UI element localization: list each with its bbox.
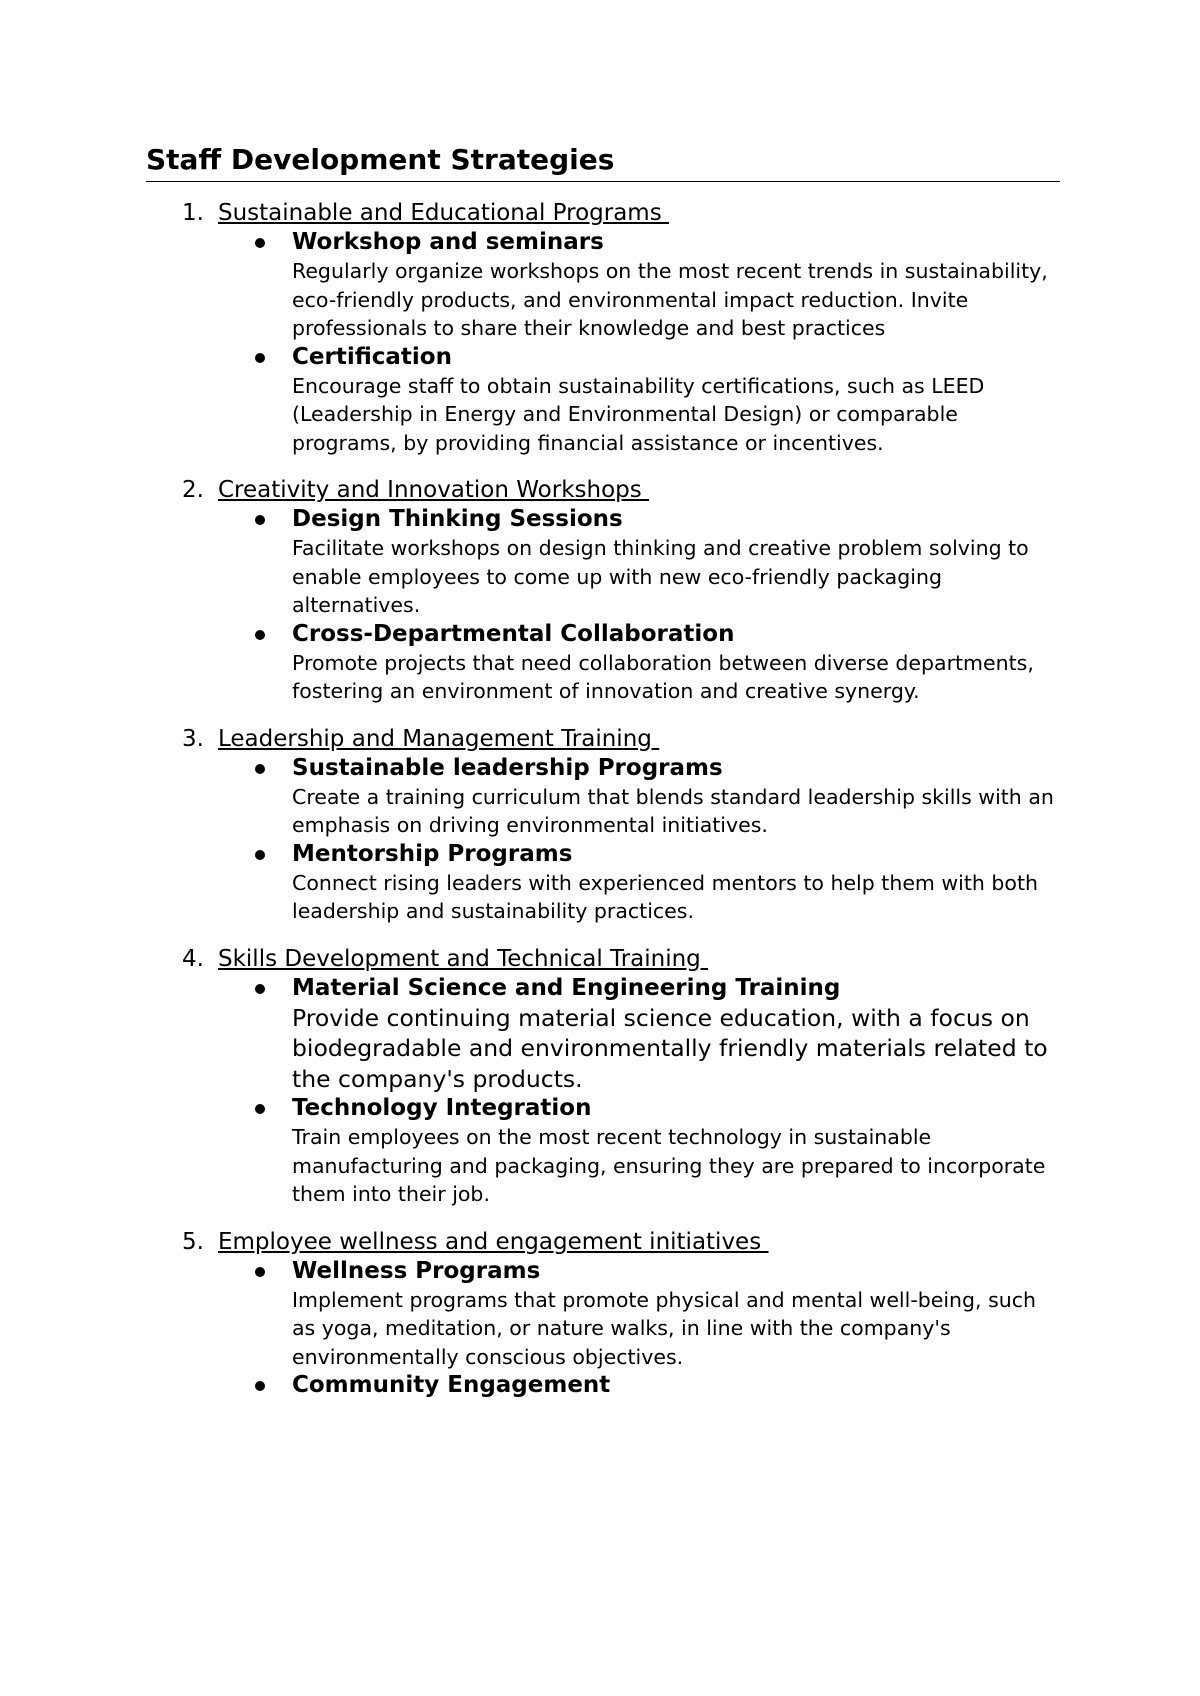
item-description: Regularly organize workshops on the most recent trends in sustainability, eco-friendly products, and environmental impact reduction. Invite professionals to share their knowledge and best practices [292, 259, 1048, 340]
section-number: 4. [182, 945, 204, 972]
section-creativity-innovation-workshops [146, 475, 1060, 706]
item-description: Connect rising leaders with experienced mentors to help them with both leadership and sustainability practices. [292, 870, 1039, 923]
section-title: Creativity and Innovation Workshops [218, 477, 650, 503]
item-description: Promote projects that need collaboration between diverse departments, fostering an environment of innovation and creative synergy. [292, 650, 1034, 703]
section-skills-technical-training [146, 944, 1060, 1209]
section-leadership-management-training [146, 724, 1060, 926]
list-item-sustainable-leadership [146, 754, 1060, 840]
section-number: 3. [182, 725, 204, 752]
bullet-icon [255, 850, 265, 860]
bullet-icon [255, 238, 265, 248]
item-title: Cross-Departmental Collaboration [292, 620, 735, 647]
item-title: Certification [292, 343, 452, 370]
list-item-cross-departmental [146, 620, 1060, 706]
bullet-icon [255, 1104, 265, 1114]
bullet-icon [255, 515, 265, 525]
item-title: Mentorship Programs [292, 840, 573, 867]
section-heading [146, 944, 1060, 974]
section-sustainable-educational-programs [146, 198, 1060, 457]
list-item-community-engagement [146, 1371, 1060, 1400]
section-heading [146, 198, 1060, 228]
item-title: Sustainable leadership Programs [292, 754, 723, 781]
item-title: Workshop and seminars [292, 229, 604, 255]
list-item-design-thinking [146, 505, 1060, 620]
bullet-icon [255, 1267, 265, 1277]
item-description: Implement programs that promote physical and mental well-being, such as yoga, meditation, or nature walks, in line with the company's environmentally conscious objectives. [292, 1287, 1037, 1369]
section-heading [146, 1227, 1060, 1257]
bullet-icon [255, 630, 265, 640]
list-item-certification [146, 343, 1060, 458]
list-item-material-science [146, 974, 1060, 1095]
section-employee-wellness [146, 1227, 1060, 1401]
list-item-wellness-programs [146, 1257, 1060, 1372]
item-description: Create a training curriculum that blends standard leadership skills with an emphasis on driving environmental initiatives. [292, 784, 1054, 837]
item-title: Technology Integration [292, 1095, 592, 1121]
section-number: 2. [182, 477, 204, 503]
section-number: 1. [182, 200, 204, 226]
item-title: Community Engagement [292, 1372, 611, 1398]
section-number: 5. [182, 1228, 204, 1255]
document-title: Staff Development Strategies [146, 140, 1060, 182]
item-title: Design Thinking Sessions [292, 506, 623, 532]
bullet-icon [255, 1381, 265, 1391]
section-heading [146, 724, 1060, 754]
item-description: Train employees on the most recent technology in sustainable manufacturing and packaging, ensuring they are prepared to incorporate them into their job. [292, 1125, 1046, 1206]
item-title: Wellness Programs [292, 1257, 541, 1284]
section-heading [146, 475, 1060, 505]
list-item-workshop-seminars [146, 228, 1060, 343]
item-description: Encourage staff to obtain sustainability certifications, such as LEED (Leadership in Energy and Environmental Design) or comparable programs, by providing financial assistance or incentives. [292, 373, 985, 455]
section-title: Leadership and Management Training [218, 725, 660, 752]
bullet-icon [255, 353, 265, 363]
item-description: Facilitate workshops on design thinking and creative problem solving to enable employees to come up with new eco-friendly packaging alternatives. [292, 536, 1029, 617]
bullet-icon [255, 984, 265, 994]
list-item-technology-integration [146, 1094, 1060, 1209]
item-description: Provide continuing material science education, with a focus on biodegradable and environmentally friendly materials related to the company's products. [292, 1003, 1048, 1093]
section-title: Employee wellness and engagement initiatives [218, 1228, 769, 1255]
document-page [146, 140, 1060, 1400]
list-item-mentorship [146, 840, 1060, 926]
item-title: Material Science and Engineering Training [292, 974, 841, 1001]
section-title: Sustainable and Educational Programs [218, 200, 670, 226]
bullet-icon [255, 764, 265, 774]
section-title: Skills Development and Technical Training [218, 945, 709, 972]
